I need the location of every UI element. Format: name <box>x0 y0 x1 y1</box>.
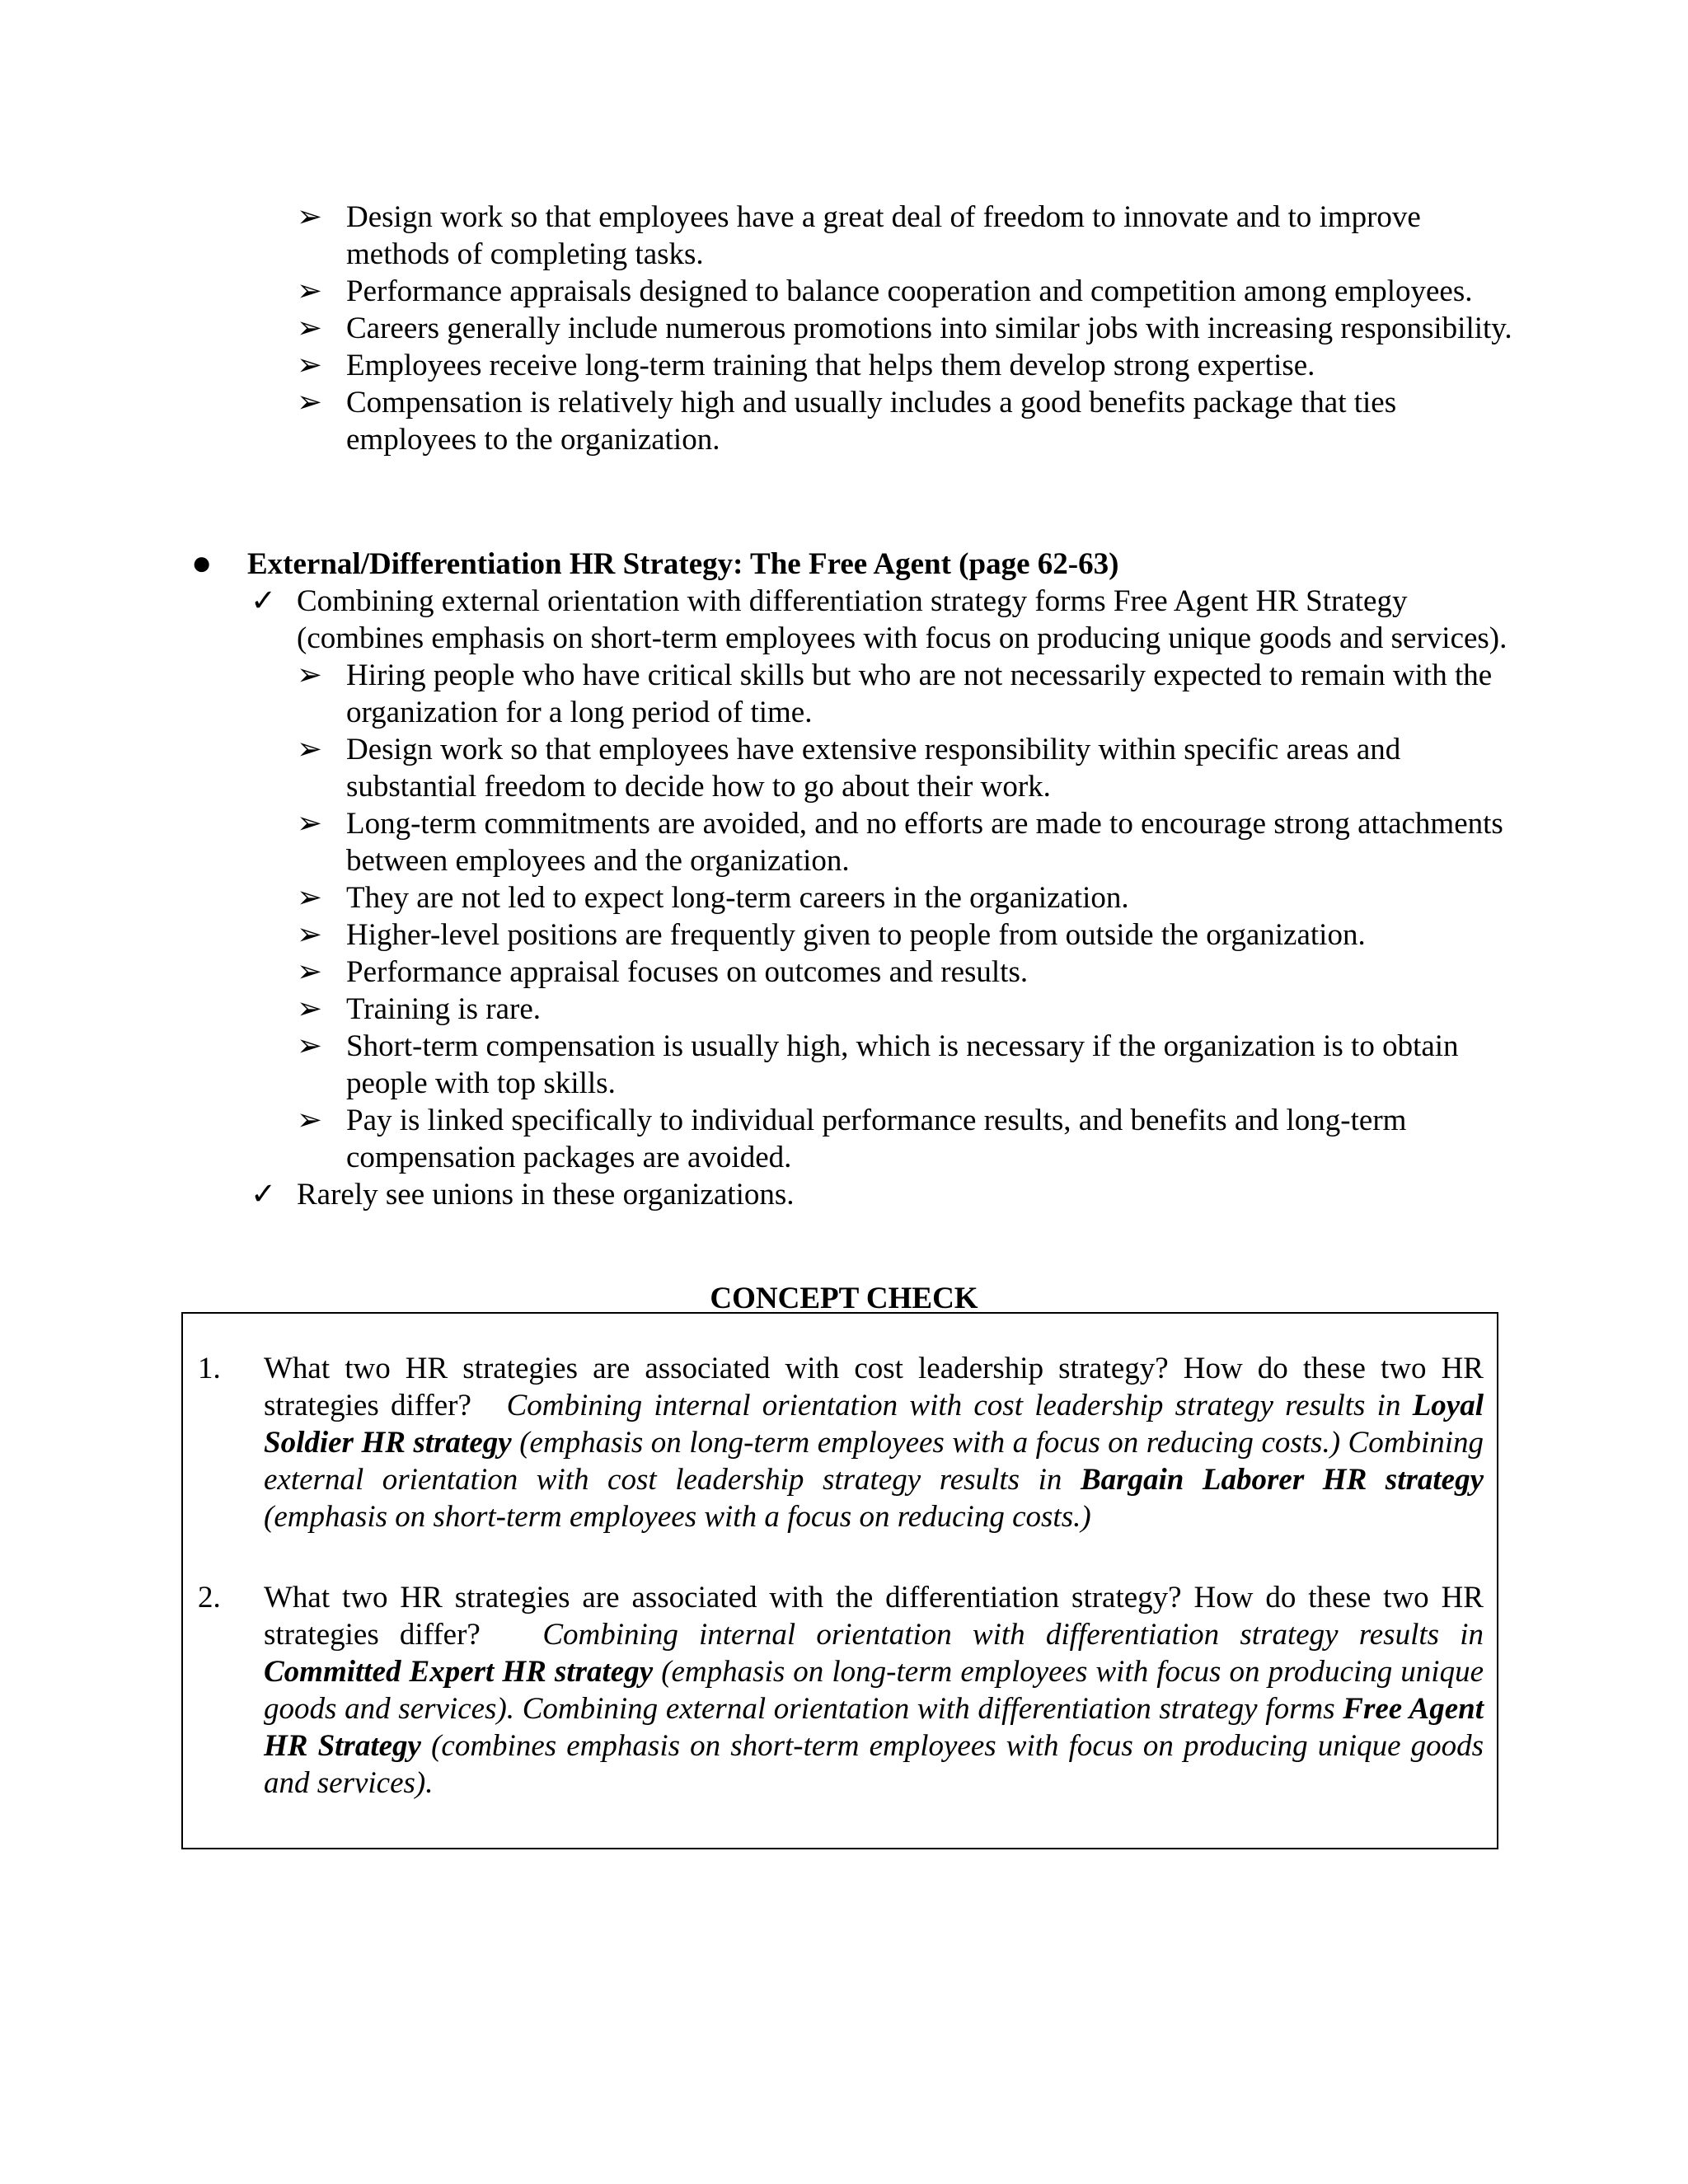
list-item <box>297 273 1517 310</box>
list-item <box>297 384 1517 458</box>
answer-part: (emphasis on long-term employees with focus on producing unique goods and services). Combining external orientation with differentiation strategy forms <box>264 1655 1484 1726</box>
list-item-text: Training is rare. <box>346 992 542 1026</box>
list-item-text: Performance appraisals designed to balance cooperation and competition among employees. <box>346 274 1473 308</box>
list-item-text: Design work so that employees have a great deal of freedom to innovate and to improve methods of completing tasks. <box>346 200 1421 271</box>
list-item <box>297 199 1517 273</box>
list-item <box>297 1102 1526 1176</box>
round-bullet-icon: ● <box>191 545 213 583</box>
list-item <box>297 657 1526 731</box>
list-item <box>297 805 1526 879</box>
arrow-bullet-icon: ➢ <box>297 1029 323 1063</box>
check-item <box>191 583 1526 657</box>
arrow-bullet-icon: ➢ <box>297 274 323 308</box>
list-item-text: Short-term compensation is usually high, which is necessary if the organization is to obtain people with top skills. <box>346 1029 1459 1100</box>
question-2 <box>198 1579 1484 1802</box>
arrow-bullet-icon: ➢ <box>297 349 323 382</box>
top-bullet-list <box>297 199 1517 458</box>
list-item <box>297 1028 1526 1102</box>
checkmark-icon: ✓ <box>251 1178 277 1212</box>
section-heading <box>191 546 1526 583</box>
arrow-bullet-icon: ➢ <box>297 1104 323 1137</box>
list-item <box>297 879 1526 916</box>
list-item-text: Long-term commitments are avoided, and no efforts are made to encourage strong attachments between employees and the organization. <box>346 807 1503 878</box>
question-text: What two HR strategies are associated with cost leadership strategy? How do these two HR strategies differ? <box>264 1352 1484 1422</box>
checkmark-icon: ✓ <box>251 584 277 618</box>
question-1 <box>198 1350 1484 1535</box>
list-item <box>297 310 1517 347</box>
question-number: 1. <box>198 1352 221 1385</box>
arrow-bullet-icon: ➢ <box>297 312 323 345</box>
list-item-text: Hiring people who have critical skills but who are not necessarily expected to remain with the organization for a long period of time. <box>346 658 1493 729</box>
arrow-bullet-icon: ➢ <box>297 992 323 1026</box>
list-item <box>297 991 1526 1028</box>
check-item-text: Rarely see unions in these organizations. <box>297 1178 795 1212</box>
question-body <box>264 1579 1484 1802</box>
answer-part: (emphasis on long-term employees with a focus on reducing costs.) Combining external orientation with cost leadership strategy results in <box>264 1426 1484 1497</box>
concept-check-box <box>181 1312 1498 1849</box>
list-item-text: Careers generally include numerous promotions into similar jobs with increasing responsibility. <box>346 312 1512 345</box>
arrow-bullet-icon: ➢ <box>297 918 323 952</box>
free-agent-section <box>191 546 1526 1213</box>
list-item-text: Higher-level positions are frequently given to people from outside the organization. <box>346 918 1366 952</box>
arrow-bullet-icon: ➢ <box>297 733 323 766</box>
answer-term: Committed Expert HR strategy <box>264 1655 654 1689</box>
question-text: What two HR strategies are associated with the differentiation strategy? How do these two HR strategies differ? <box>264 1581 1484 1652</box>
list-item-text: Design work so that employees have extensive responsibility within specific areas and substantial freedom to decide how to go about their work. <box>346 733 1401 804</box>
sub-bullet-list <box>191 657 1526 1176</box>
list-item <box>297 954 1526 991</box>
list-item-text: They are not led to expect long-term careers in the organization. <box>346 881 1129 915</box>
arrow-bullet-icon: ➢ <box>297 881 323 915</box>
answer-part: (emphasis on short-term employees with a focus on reducing costs.) <box>264 1500 1091 1534</box>
arrow-bullet-icon: ➢ <box>297 658 323 692</box>
question-number: 2. <box>198 1581 221 1615</box>
answer-part: Combining internal orientation with cost leadership strategy results in <box>506 1389 1401 1422</box>
answer-term: Bargain Laborer HR strategy <box>1080 1463 1484 1497</box>
arrow-bullet-icon: ➢ <box>297 200 323 234</box>
list-item-text: Performance appraisal focuses on outcomes and results. <box>346 955 1029 989</box>
answer-part: (combines emphasis on short-term employees with focus on producing unique goods and services). <box>264 1729 1484 1800</box>
list-item-text: Pay is linked specifically to individual performance results, and benefits and long-term compensation packages are avoided. <box>346 1104 1407 1174</box>
answer-part: Combining internal orientation with differentiation strategy results in <box>542 1618 1484 1652</box>
check-item <box>191 1176 1526 1213</box>
answer-term: Loyal Soldier HR strategy <box>264 1389 1484 1460</box>
list-item <box>297 731 1526 805</box>
question-body <box>264 1350 1484 1535</box>
list-item <box>297 916 1526 954</box>
arrow-bullet-icon: ➢ <box>297 807 323 841</box>
section-heading-text: External/Differentiation HR Strategy: The Free Agent (page 62-63) <box>247 547 1119 581</box>
check-item-text: Combining external orientation with differentiation strategy forms Free Agent HR Strategy (combines emphasis on short-term employees with focus on producing unique goods and services). <box>297 584 1507 655</box>
answer-term: Free Agent HR Strategy <box>264 1692 1484 1763</box>
arrow-bullet-icon: ➢ <box>297 955 323 989</box>
list-item <box>297 347 1517 384</box>
list-item-text: Employees receive long-term training that helps them develop strong expertise. <box>346 349 1315 382</box>
arrow-bullet-icon: ➢ <box>297 386 323 419</box>
concept-check-title: CONCEPT CHECK <box>710 1282 978 1315</box>
list-item-text: Compensation is relatively high and usually includes a good benefits package that ties employees to the organization. <box>346 386 1397 457</box>
